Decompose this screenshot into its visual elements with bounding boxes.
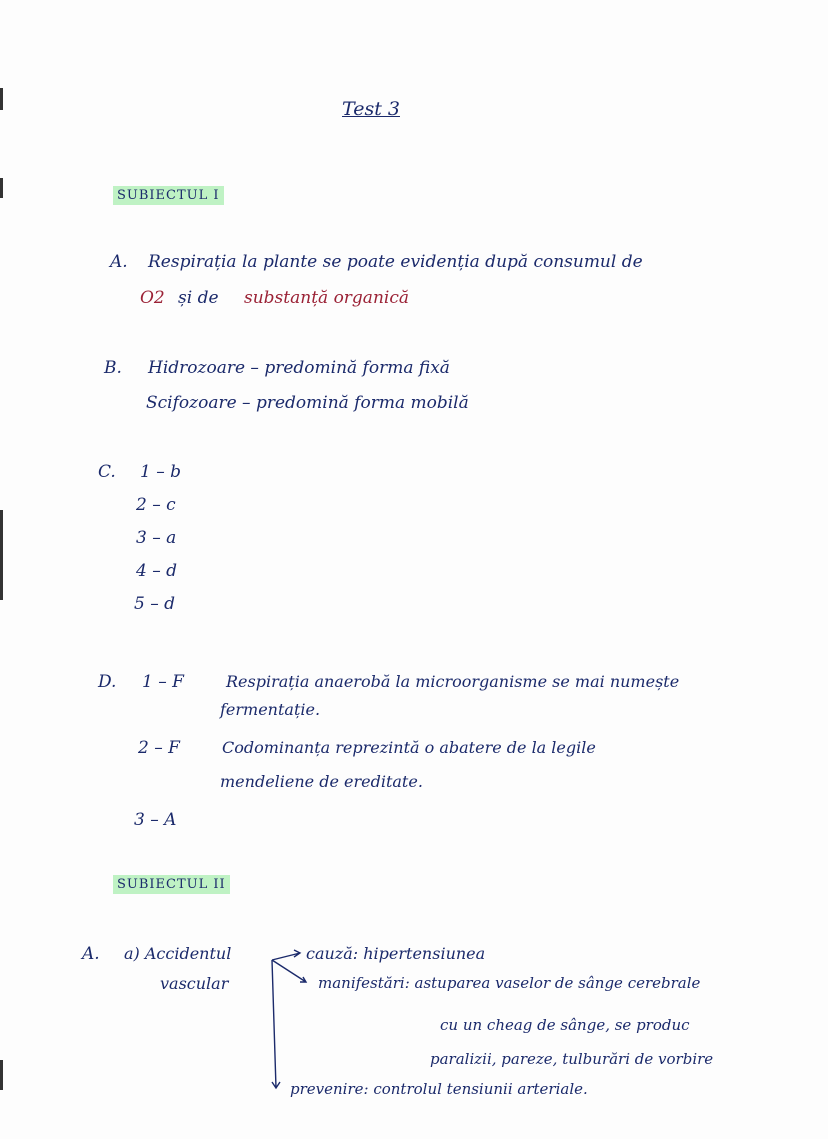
a-line1: Respirația la plante se poate evidenția după consumul de xyxy=(148,252,643,272)
c-item: 5 – d xyxy=(134,594,176,614)
c-item: 3 – a xyxy=(136,528,177,548)
d-answer: 3 – A xyxy=(134,810,177,830)
d-text: Respirația anaerobă la microorganisme se mai numește xyxy=(226,672,680,691)
s2-manifest: manifestări: astuparea vaselor de sânge cerebrale xyxy=(318,974,701,992)
d-text: mendeliene de ereditate. xyxy=(220,772,423,791)
c-item: 2 – c xyxy=(136,495,176,515)
d-answer: 1 – F xyxy=(142,672,184,692)
a-o2: O2 xyxy=(140,288,165,308)
d-label: D. xyxy=(98,672,117,692)
page-title: Test 3 xyxy=(342,98,400,120)
d-text: Codominanța reprezintă o abatere de la legile xyxy=(222,738,596,757)
s2-prevent: prevenire: controlul tensiunii arteriale. xyxy=(290,1080,588,1098)
s2-item: a) Accidentul xyxy=(124,944,232,963)
subject1-heading: SUBIECTUL I xyxy=(113,186,224,205)
s2-item2: vascular xyxy=(160,974,229,993)
subject2-heading: SUBIECTUL II xyxy=(113,875,230,894)
d-text: fermentație. xyxy=(220,700,321,719)
s2-manifest2: cu un cheag de sânge, se produc xyxy=(440,1016,690,1034)
c-item: 4 – d xyxy=(136,561,178,581)
a-label: A. xyxy=(110,252,128,272)
b-label: B. xyxy=(104,358,122,378)
c-item: 1 – b xyxy=(140,462,182,482)
s2-cause: cauză: hipertensiunea xyxy=(306,944,486,963)
b-line1: Hidrozoare – predomină forma fixă xyxy=(148,358,450,378)
b-line2: Scifozoare – predomină forma mobilă xyxy=(146,393,469,413)
c-label: C. xyxy=(98,462,116,482)
s2-manifest3: paralizii, pareze, tulburări de vorbire xyxy=(430,1050,714,1068)
a-line2-red: substanță organică xyxy=(244,288,409,308)
d-answer: 2 – F xyxy=(138,738,180,758)
s2-a-label: A. xyxy=(82,944,100,964)
a-line2: și de xyxy=(178,288,219,308)
